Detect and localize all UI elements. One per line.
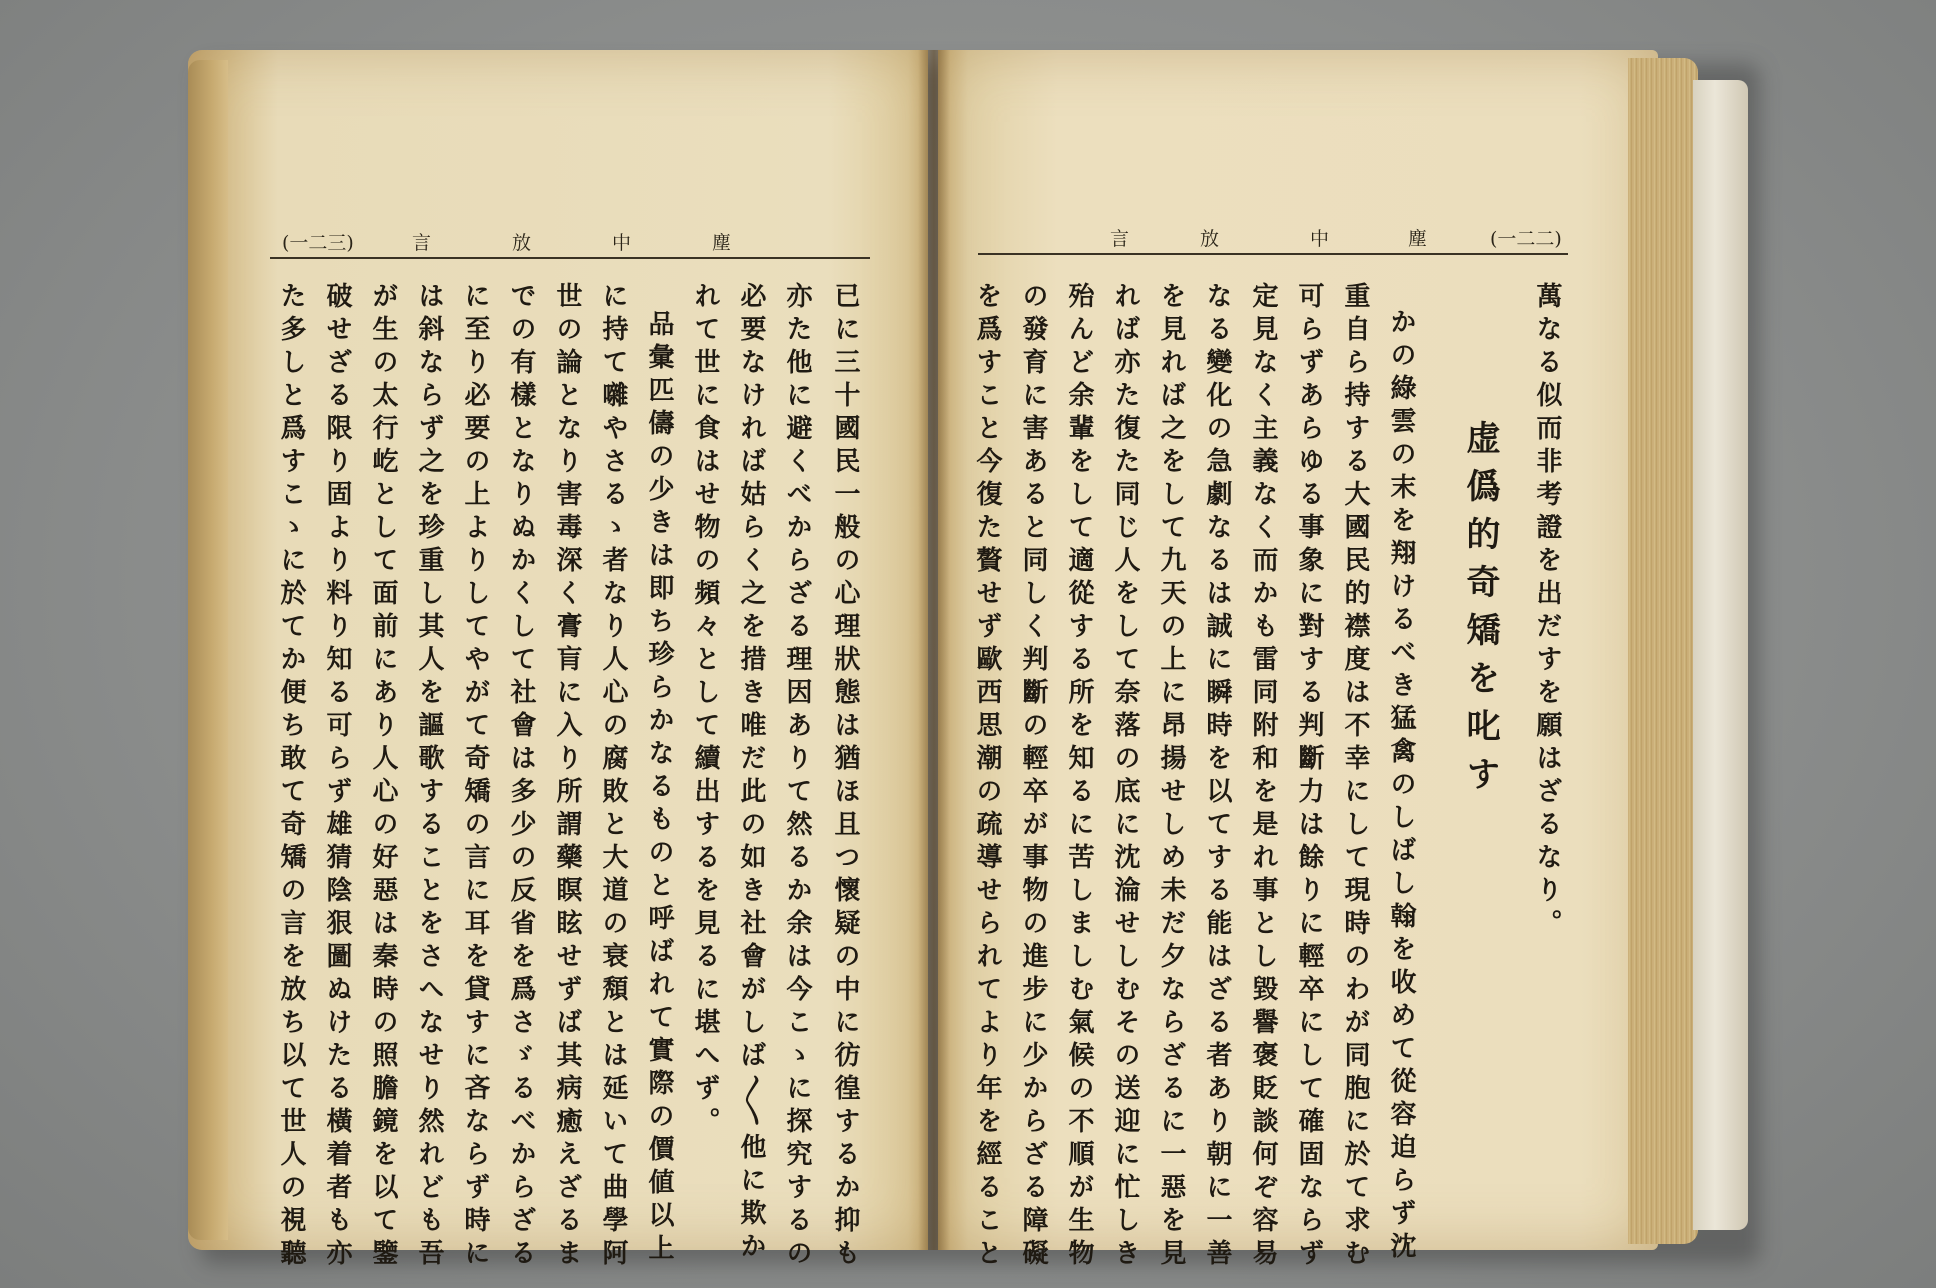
- left-text-column: 品彙匹儔の少きは即ち珍らかなるものと呼ばれて實際の價値以上: [644, 310, 674, 1267]
- left-text-column: 已に三十國民一般の心理狀態は猶ほ且つ懷疑の中に彷徨するか抑も: [830, 282, 860, 1272]
- left-text-column: 亦た他に避くべからざる理因ありて然るか余は今こゝに探究するの: [782, 282, 812, 1272]
- section-title: 虚僞的奇矯を叱す: [1460, 420, 1500, 804]
- right-text-column: 定見なく主義なく而かも雷同附和を是れ事とし毀譽褒貶談何ぞ容易: [1248, 282, 1278, 1272]
- left-text-column: た多しと爲すこゝに於てか便ち敢て奇矯の言を放ち以て世人の視聽: [276, 282, 306, 1272]
- right-text-column: なる變化の急劇なるは誠に瞬時を以てする能はざる者あり朝に一善: [1202, 282, 1232, 1272]
- right-running-head-char: 言: [1110, 228, 1130, 250]
- right-running-head-char: 中: [1310, 228, 1330, 250]
- left-text-column: は斜ならず之を珍重し其人を謳歌することをさへなせり然れども吾: [414, 282, 444, 1272]
- left-text-column: 破せざる限り固より料り知る可らず雄猜陰狠圖ぬけたる橫着者も亦: [322, 282, 352, 1272]
- left-text-column: での有樣となりぬかくして社會は多少の反省を爲さゞるべからざる: [506, 282, 536, 1272]
- left-text-column: に持て囃やさるゝ者なり人心の腐敗と大道の衰頽とは延いて曲學阿: [598, 282, 628, 1272]
- right-text-column: 殆んど余輩をして適從する所を知るに苦しましむ氣候の不順が生物: [1064, 282, 1094, 1272]
- right-text-column: の發育に害あると同しく判斷の輕卒が事物の進步に少からざる障礙: [1018, 282, 1048, 1272]
- right-continuation-line: 萬なる似而非考證を出だすを願はざるなり。: [1532, 282, 1562, 942]
- right-text-column: 可らずあらゆる事象に對する判斷力は餘りに輕卒にして確固ならず: [1294, 282, 1324, 1272]
- back-cover-edge: [1693, 80, 1748, 1230]
- page-edges: [1628, 58, 1698, 1244]
- left-text-column: 必要なければ姑らく之を措き唯だ此の如き社會がしば〱他に欺か: [736, 282, 766, 1265]
- right-text-column: を爲すこと今復た贅せず歐西思潮の疏導せられてより年を經ること: [972, 282, 1002, 1272]
- right-running-head-char: 放: [1200, 228, 1220, 250]
- right-text-column: 重自ら持する大國民的襟度は不幸にして現時のわが同胞に於て求む: [1340, 282, 1370, 1272]
- book-gutter: [918, 50, 950, 1250]
- left-running-head-char: 言: [412, 232, 432, 254]
- right-text-column: を見れば之をして九天の上に昂揚せしめ未だ夕ならざるに一惡を見: [1156, 282, 1186, 1272]
- left-page-number: (一二三): [282, 232, 354, 254]
- right-running-head-char: 塵: [1408, 228, 1428, 250]
- left-text-column: 世の論となり害毒深く膏肓に入り所謂藥瞑眩せずば其病癒えざるま: [552, 282, 582, 1272]
- right-text-column: かの綠雲の末を翔けるべき猛禽のしばし翰を收めて從容迫らず沈: [1386, 308, 1416, 1265]
- right-head-rule: [978, 253, 1568, 255]
- right-page-number: (一二二): [1490, 228, 1562, 250]
- left-running-head-char: 中: [612, 232, 632, 254]
- left-text-column: れて世に食はせ物の頻々として續出するを見るに堪へず。: [690, 282, 720, 1140]
- left-running-head-char: 放: [512, 232, 532, 254]
- left-page-edge: [188, 60, 228, 1240]
- left-text-column: に至り必要の上よりしてやがて奇矯の言に耳を貸すに吝ならず時に: [460, 282, 490, 1272]
- left-head-rule: [270, 257, 870, 259]
- left-running-head-char: 塵: [712, 232, 732, 254]
- right-text-column: れば亦た復た同じ人をして奈落の底に沈淪せしむその送迎に忙しき: [1110, 282, 1140, 1272]
- left-text-column: が生の太行屹として面前にあり人心の好惡は秦時の照膽鏡を以て鑒: [368, 282, 398, 1272]
